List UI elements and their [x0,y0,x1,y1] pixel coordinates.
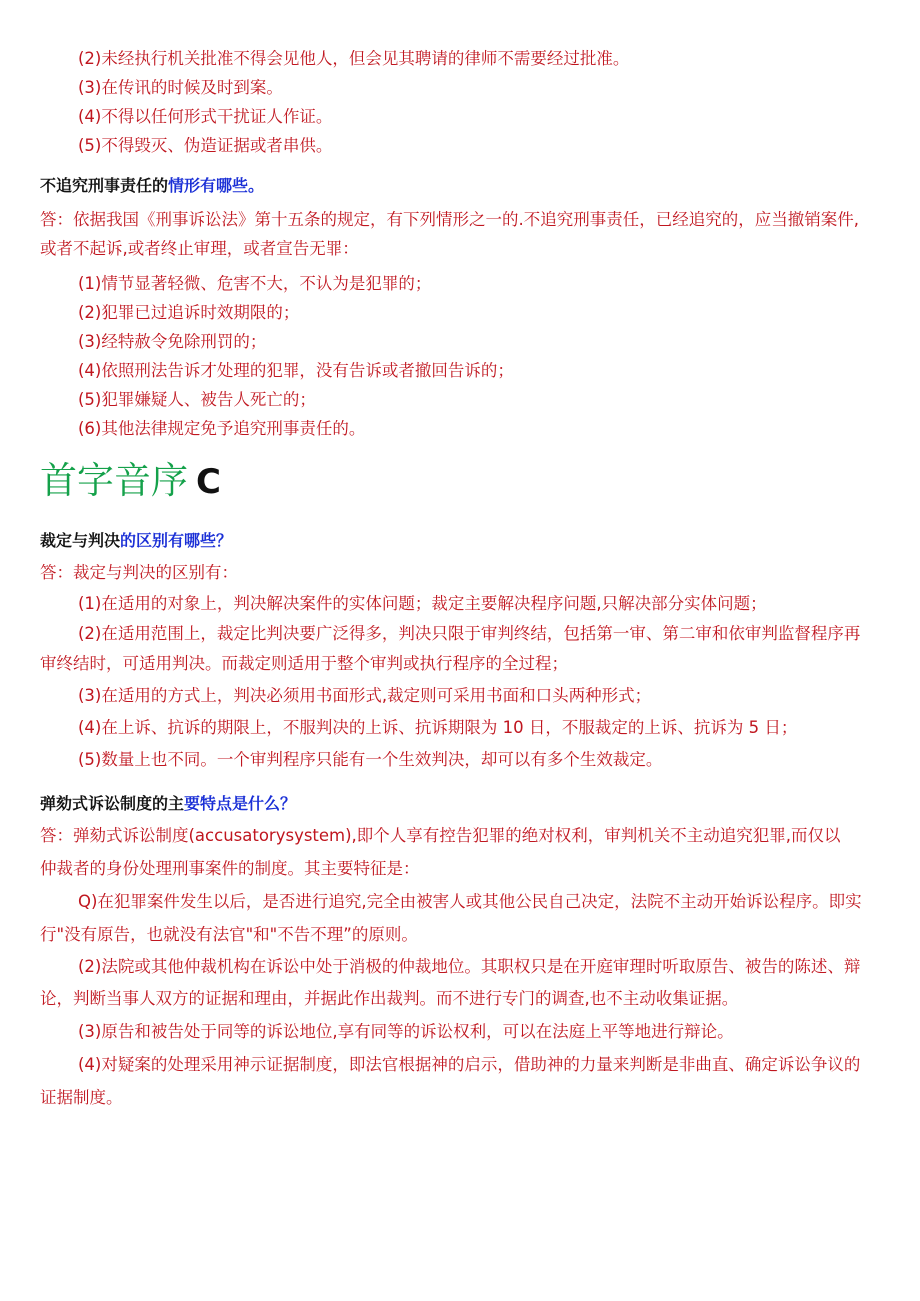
list-item: (1)情节显著轻微、危害不大，不认为是犯罪的； [78,274,432,293]
list-item-continuation: 证据制度。 [40,1088,123,1107]
list-item: (1)在适用的对象上，判决解决案件的实体问题；裁定主要解决程序问题,只解决部分实体问题； [78,594,767,613]
list-item: (6)其他法律规定免予追究刑事责任的。 [78,419,366,438]
section-heading [40,459,221,502]
list-item: (5)数量上也不同。一个审判程序只能有一个生效判决，却可以有多个生效裁定。 [78,750,663,769]
section-letter: C [196,462,221,502]
list-item: (2)法院或其他仲裁机构在诉讼中处于消极的仲裁地位。其职权只是在开庭审理时听取原告、被告的陈述、辩 [78,957,861,976]
question-heading-3 [40,796,296,812]
question-heading-2 [40,533,232,549]
heading-blue-text: 要特点是什么？ [184,794,297,813]
list-item: (3)经特赦令免除刑罚的； [78,332,267,351]
heading-blue-text: 的区别有哪些？ [120,531,233,550]
answer-line: 仲裁者的身份处理刑事案件的制度。其主要特征是： [40,859,420,878]
list-item-continuation: 审终结时，可适用判决。而裁定则适用于整个审判或执行程序的全过程； [40,654,568,673]
list-item: (2)犯罪已过追诉时效期限的； [78,303,300,322]
list-item: (3)在适用的方式上，判决必须用书面形式,裁定则可采用书面和口头两种形式； [78,686,652,705]
list-item: (2)未经执行机关批准不得会见他人，但会见其聘请的律师不需要经过批准。 [78,49,630,68]
answer-line: 答：弹劾式诉讼制度(accusatorysystem),即个人享有控告犯罪的绝对权利，审判机关不主动追究犯罪,而仅以 [40,826,841,845]
heading-black-text: 裁定与判决 [40,531,121,550]
heading-black-text: 不追究刑事责任的 [40,176,169,195]
answer-line: 答：裁定与判决的区别有： [40,563,238,582]
list-item: (5)犯罪嫌疑人、被告人死亡的； [78,390,316,409]
list-item: (4)在上诉、抗诉的期限上，不服判决的上诉、抗诉期限为 10 日，不服裁定的上诉、抗诉为 5 日； [78,718,798,737]
list-item: (3)在传讯的时候及时到案。 [78,78,283,97]
list-item: (2)在适用范围上，裁定比判决要广泛得多，判决只限于审判终结，包括第一审、第二审和依审判监督程序再 [78,624,861,643]
heading-black-text: 弹劾式诉讼制度的主 [40,794,185,813]
list-item-continuation: 论，判断当事人双方的证据和理由，并据此作出裁判。而不进行专门的调查,也不主动收集证据。 [40,989,739,1008]
answer-line: 或者不起诉,或者终止审理，或者宣告无罪： [40,239,359,258]
list-item: (4)依照刑法告诉才处理的犯罪，没有告诉或者撤回告诉的； [78,361,514,380]
list-item: (3)原告和被告处于同等的诉讼地位,享有同等的诉讼权利，可以在法庭上平等地进行辩论。 [78,1022,734,1041]
answer-line: 答：依据我国《刑事诉讼法》第十五条的规定，有下列情形之一的.不追究刑事责任，已经追究的，应当撤销案件, [40,210,859,229]
list-item: (4)对疑案的处理采用神示证据制度，即法官根据神的启示，借助神的力量来判断是非曲直、确定诉讼争议的 [78,1055,861,1074]
list-item: (5)不得毁灭、伪造证据或者串供。 [78,136,333,155]
section-label: 首字音序 [40,459,188,502]
list-item: (4)不得以任何形式干扰证人作证。 [78,107,333,126]
question-heading-1 [40,178,264,194]
heading-blue-text: 情形有哪些。 [168,176,265,195]
list-item-continuation: 行"没有原告，也就没有法官"和"不告不理”的原则。 [40,925,418,944]
list-item: Q)在犯罪案件发生以后，是否进行追究,完全由被害人或其他公民自己决定，法院不主动开始诉讼程序。即实 [78,892,862,911]
